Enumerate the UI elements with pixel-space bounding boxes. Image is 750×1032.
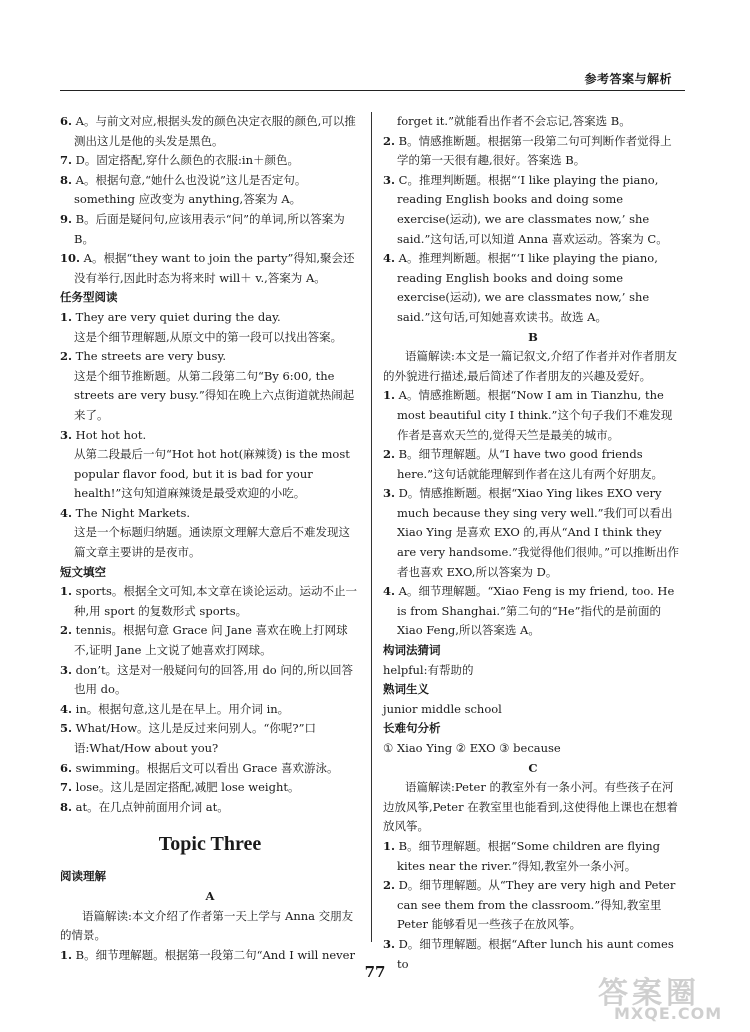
page-number: 77 <box>364 963 386 981</box>
item-text: in。根据句意,这儿是在早上。用介词 in。 <box>72 701 290 716</box>
answer-item <box>383 876 683 935</box>
item-text: D。情感推断题。根据“Xiao Ying likes EXO very much because they sing very well.”我们可以看出 Xiao Ying 是喜欢 EXO 的,再从“And I think they are very handsome.”我觉得他们很帅。”可以推断出作者也喜欢 EXO,所以答案为 D。 <box>395 486 679 579</box>
answer-item <box>60 504 360 524</box>
item-number: 8. <box>60 799 73 814</box>
answer-item <box>60 171 360 210</box>
answer-item <box>60 112 360 151</box>
item-number: 6. <box>60 760 73 775</box>
item-number: 1. <box>383 388 396 403</box>
item-number: 6. <box>60 114 73 128</box>
item-text: They are very quiet during the day. <box>72 309 281 324</box>
answer-item <box>383 837 683 876</box>
item-number: 1. <box>60 584 73 599</box>
answer-item <box>383 445 683 484</box>
item-number: 3. <box>60 662 73 677</box>
answer-item <box>383 484 683 582</box>
item-text: D。细节理解题。从“They are very high and Peter can see them from the classroom.”得知,教室里 Peter 能够看见一些孩子在放风筝。 <box>395 878 676 932</box>
section-heading-long-sentence: 长难句分析 <box>383 721 441 736</box>
answer-item <box>60 426 360 446</box>
item-number: 2. <box>383 878 396 893</box>
item-number: 2. <box>60 623 73 638</box>
header-rule <box>60 90 685 91</box>
answer-list <box>60 112 360 288</box>
long-sentence-text: ① Xiao Ying ② EXO ③ because <box>383 741 561 755</box>
item-text: A。根据句意,“她什么也没说”这儿是否定句。something 应改变为 anything,答案为 A。 <box>72 172 307 207</box>
answer-item <box>60 798 360 818</box>
item-explanation: 这是一个标题归纳题。通读原文理解大意后不难发现这篇文章主要讲的是夜市。 <box>74 525 350 560</box>
watermark-sub: MXQE.COM <box>614 1004 723 1023</box>
right-column <box>383 112 683 974</box>
item-number: 1. <box>60 947 73 962</box>
answer-item <box>60 582 360 621</box>
item-explanation: 这是个细节推断题。从第二段第二句“By 6:00, the streets are very busy.”得知在晚上六点街道就热闹起来了。 <box>74 368 355 422</box>
item-text: sports。根据全文可知,本文章在谈论运动。运动不止一种,用 sport 的复数形式 sports。 <box>72 584 358 618</box>
passage-c-list <box>383 837 683 974</box>
item-number: 5. <box>60 721 73 736</box>
answer-item <box>60 249 360 288</box>
passage-a-intro: 语篇解读:本文介绍了作者第一天上学与 Anna 交朋友的情景。 <box>60 908 354 943</box>
item-number: 3. <box>383 172 396 187</box>
column-divider <box>371 112 372 942</box>
item-text: lose。这儿是固定搭配,减肥 lose weight。 <box>72 780 300 795</box>
answer-item <box>60 308 360 328</box>
item-text: What/How。这儿是反过来问别人。“你呢?”口语:What/How about you? <box>72 721 316 755</box>
item-number: 2. <box>383 447 396 462</box>
passage-b-intro: 语篇解读:本文是一篇记叙文,介绍了作者并对作者朋友的外貌进行描述,最后简述了作者朋友的兴趣及爱好。 <box>383 349 678 383</box>
answer-item <box>383 582 683 641</box>
answer-item <box>60 778 360 798</box>
item-text: B。细节理解题。根据“Some children are flying kites near the river.”得知,教室外一条小河。 <box>395 838 661 873</box>
item-text: B。细节理解题。根据第一段第二句“And I will never <box>72 947 355 962</box>
item-text: The streets are very busy. <box>72 349 227 364</box>
item-number: 4. <box>383 584 396 599</box>
answer-item <box>60 621 360 660</box>
familiar-text: junior middle school <box>383 701 502 716</box>
answer-item <box>60 151 360 171</box>
left-column <box>60 112 360 965</box>
passage-b-list <box>383 386 683 641</box>
item-number: 1. <box>60 309 73 324</box>
passage-c-intro: 语篇解读:Peter 的教室外有一条小河。有些孩子在河边放风筝,Peter 在教室里也能看到,这使得他上课也在想着放风筝。 <box>383 780 678 834</box>
item-text: don’t。这是对一般疑问句的回答,用 do 问的,所以回答也用 do。 <box>72 662 354 697</box>
topic-title: Topic Three <box>158 833 262 856</box>
item-explanation: 这是个细节理解题,从原文中的第一段可以找出答案。 <box>74 329 343 344</box>
continued-text: forget it.”就能看出作者不会忘记,答案选 B。 <box>397 114 631 128</box>
item-number: 4. <box>60 701 73 716</box>
item-text: B。情感推断题。根据第一段第二句可判断作者觉得上学的第一天很有趣,很好。答案选 B。 <box>395 133 672 168</box>
item-text: B。后面是疑问句,应该用表示“问”的单词,所以答案为 B。 <box>72 211 345 246</box>
item-text: D。固定搭配,穿什么颜色的衣服:in＋颜色。 <box>72 153 300 168</box>
answer-item <box>383 132 683 171</box>
answer-item <box>60 700 360 720</box>
passage-letter-a: A <box>205 888 215 903</box>
item-text: tennis。根据句意 Grace 问 Jane 喜欢在晚上打网球不,证明 Jane 上文说了她喜欢打网球。 <box>72 623 348 658</box>
section-heading-task-reading: 任务型阅读 <box>60 290 118 305</box>
answer-item <box>383 171 683 249</box>
wordform-text: helpful:有帮助的 <box>383 662 474 677</box>
item-text: swimming。根据后文可以看出 Grace 喜欢游泳。 <box>72 760 339 775</box>
item-number: 7. <box>60 780 73 795</box>
item-text: A。情感推断题。根据“Now I am in Tianzhu, the most beautiful city I think.”这个句子我们不难发现作者是喜欢天竺的,觉得天竺是最美的城市。 <box>395 388 673 442</box>
section-heading-wordform: 构词法猜词 <box>383 643 441 658</box>
passage-a-list <box>383 132 683 328</box>
item-number: 2. <box>383 133 396 148</box>
item-text: C。推理判断题。根据“‘I like playing the piano, reading English books and doing some exercise(运动), we are classmates now,’ she said.”这句话,可以知道 Anna 喜欢运动。答案为 C。 <box>395 172 668 246</box>
item-number: 3. <box>383 936 396 951</box>
answer-item <box>60 210 360 249</box>
item-text: A。与前文对应,根据头发的颜色决定衣服的颜色,可以推测出这儿是他的头发是黑色。 <box>72 114 356 148</box>
item-number: 4. <box>60 505 73 520</box>
item-number: 10. <box>60 251 81 266</box>
item-explanation: 从第二段最后一句“Hot hot hot(麻辣烫) is the most popular flavor food, but it is bad for your health!”这句知道麻辣烫是最受欢迎的小吃。 <box>74 447 350 501</box>
passage-letter-b: B <box>528 329 538 344</box>
item-number: 3. <box>60 427 73 442</box>
item-text: The Night Markets. <box>72 505 191 520</box>
item-number: 4. <box>383 251 396 266</box>
item-text: D。细节理解题。根据“After lunch his aunt comes to <box>395 936 674 971</box>
item-text: A。细节理解题。“Xiao Feng is my friend, too. He is from Shanghai.”第二句的“He”指代的是前面的 Xiao Feng,所以答案选 A。 <box>395 584 675 638</box>
item-number: 9. <box>60 211 73 226</box>
answer-item <box>60 759 360 779</box>
item-number: 3. <box>383 486 396 501</box>
item-text: A。推理判断题。根据“‘I like playing the piano, reading English books and doing some exercise(运动), we are classmates now,’ she said.”这句话,可知她喜欢读书。故选 A。 <box>395 251 658 324</box>
section-heading-reading: 阅读理解 <box>60 869 106 884</box>
item-number: 2. <box>60 349 73 364</box>
passage-letter-c: C <box>528 760 538 775</box>
answer-item <box>383 386 683 445</box>
cloze-list <box>60 582 360 817</box>
item-number: 7. <box>60 153 73 168</box>
section-heading-cloze: 短文填空 <box>60 564 106 579</box>
answer-item <box>60 661 360 700</box>
watermark <box>592 968 742 1026</box>
answer-item <box>383 249 683 327</box>
section-heading-familiar: 熟词生义 <box>383 682 429 697</box>
answer-item <box>60 719 360 758</box>
item-number: 1. <box>383 838 396 853</box>
watermark-main: 答案圈 <box>598 976 700 1011</box>
item-text: B。细节理解题。从“I have two good friends here.”这句话就能理解到作者在这儿有两个好朋友。 <box>395 447 664 481</box>
answer-item <box>60 347 360 367</box>
item-text: at。在几点钟前面用介词 at。 <box>72 799 229 814</box>
task-reading-list <box>60 308 360 563</box>
page-header-title: 参考答案与解析 <box>584 72 672 86</box>
item-text: Hot hot hot. <box>72 427 147 442</box>
item-text: A。根据“they want to join the party”得知,聚会还没有举行,因此时态为将来时 will＋ v.,答案为 A。 <box>74 251 355 285</box>
item-number: 8. <box>60 172 73 187</box>
